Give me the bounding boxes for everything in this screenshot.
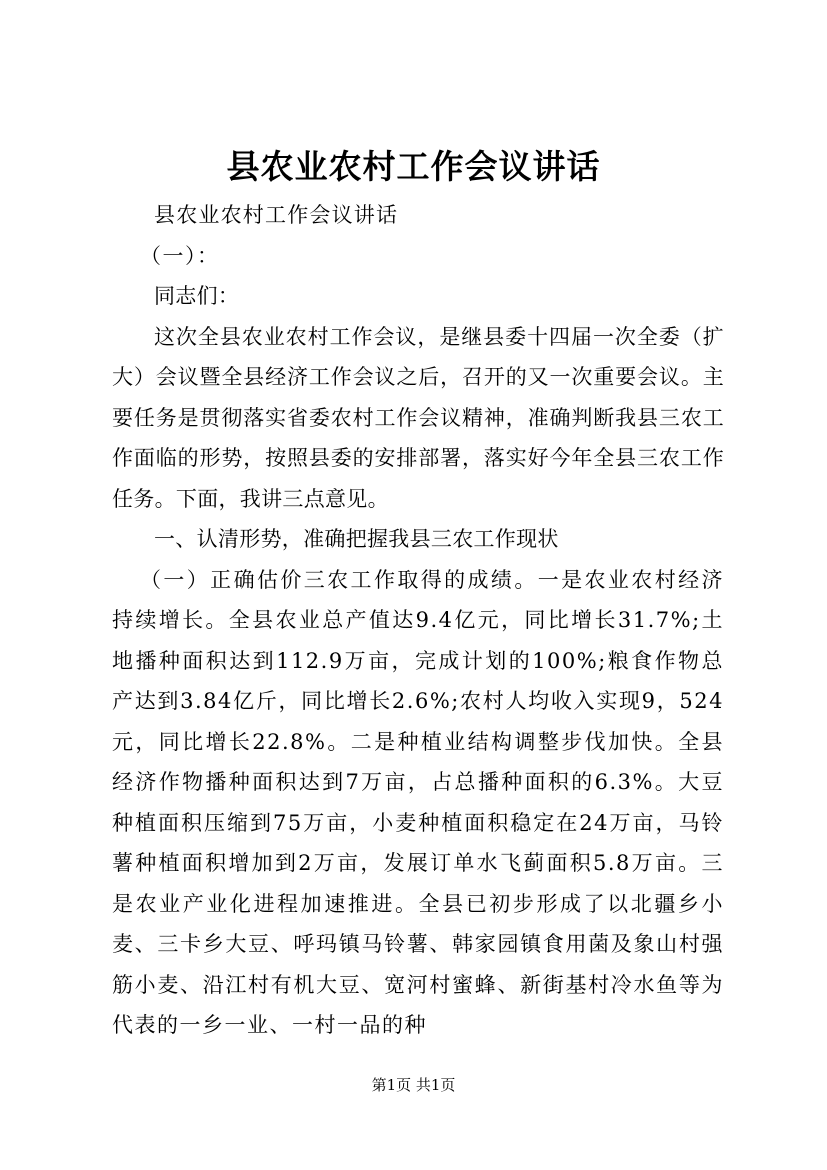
document-body — [112, 195, 724, 1046]
paragraph-subtitle: 县农业农村工作会议讲话 — [154, 203, 399, 227]
paragraph-achievements: （一）正确估价三农工作取得的成绩。一是农业农村经济持续增长。全县农业总产值达9.4亿元，同比增长31.7%;土地播种面积达到112.9万亩，完成计划的100%;粮食作物总产达到3.84亿斤，同比增长2.6%;农村人均收入实现9，524元，同比增长22.8%。二是种植业结构调整步伐加快。全县经济作物播种面积达到7万亩，占总播种面积的6.3%。大豆种植面积压缩到75万亩，小麦种植面积稳定在24万亩，马铃薯种植面积增加到2万亩，发展订单水飞蓟面积5.8万亩。三是农业产业化进程加速推进。全县已初步形成了以北疆乡小麦、三卡乡大豆、呼玛镇马铃薯、韩家园镇食用菌及象山村强筋小麦、沿江村有机大豆、宽河村蜜蜂、新街基村冷水鱼等为代表的一乡一业、一村一品的种 — [112, 567, 724, 1037]
paragraph-salutation: 同志们： — [154, 284, 240, 308]
page-footer: 第1页 共1页 — [371, 1076, 456, 1094]
paragraph-heading-one: 一、认清形势，准确把握我县三农工作现状 — [154, 527, 559, 551]
paragraph-introduction: 这次全县农业农村工作会议，是继县委十四届一次全委（扩大）会议暨全县经济工作会议之后，召开的又一次重要会议。主要任务是贯彻落实省委农村工作会议精神，准确判断我县三农工作面临的形势，按照县委的安排部署，落实好今年全县三农工作任务。下面，我讲三点意见。 — [112, 324, 724, 511]
document-title: 县农业农村工作会议讲话 — [226, 147, 601, 186]
paragraph-section-marker: （一）： — [140, 243, 220, 268]
